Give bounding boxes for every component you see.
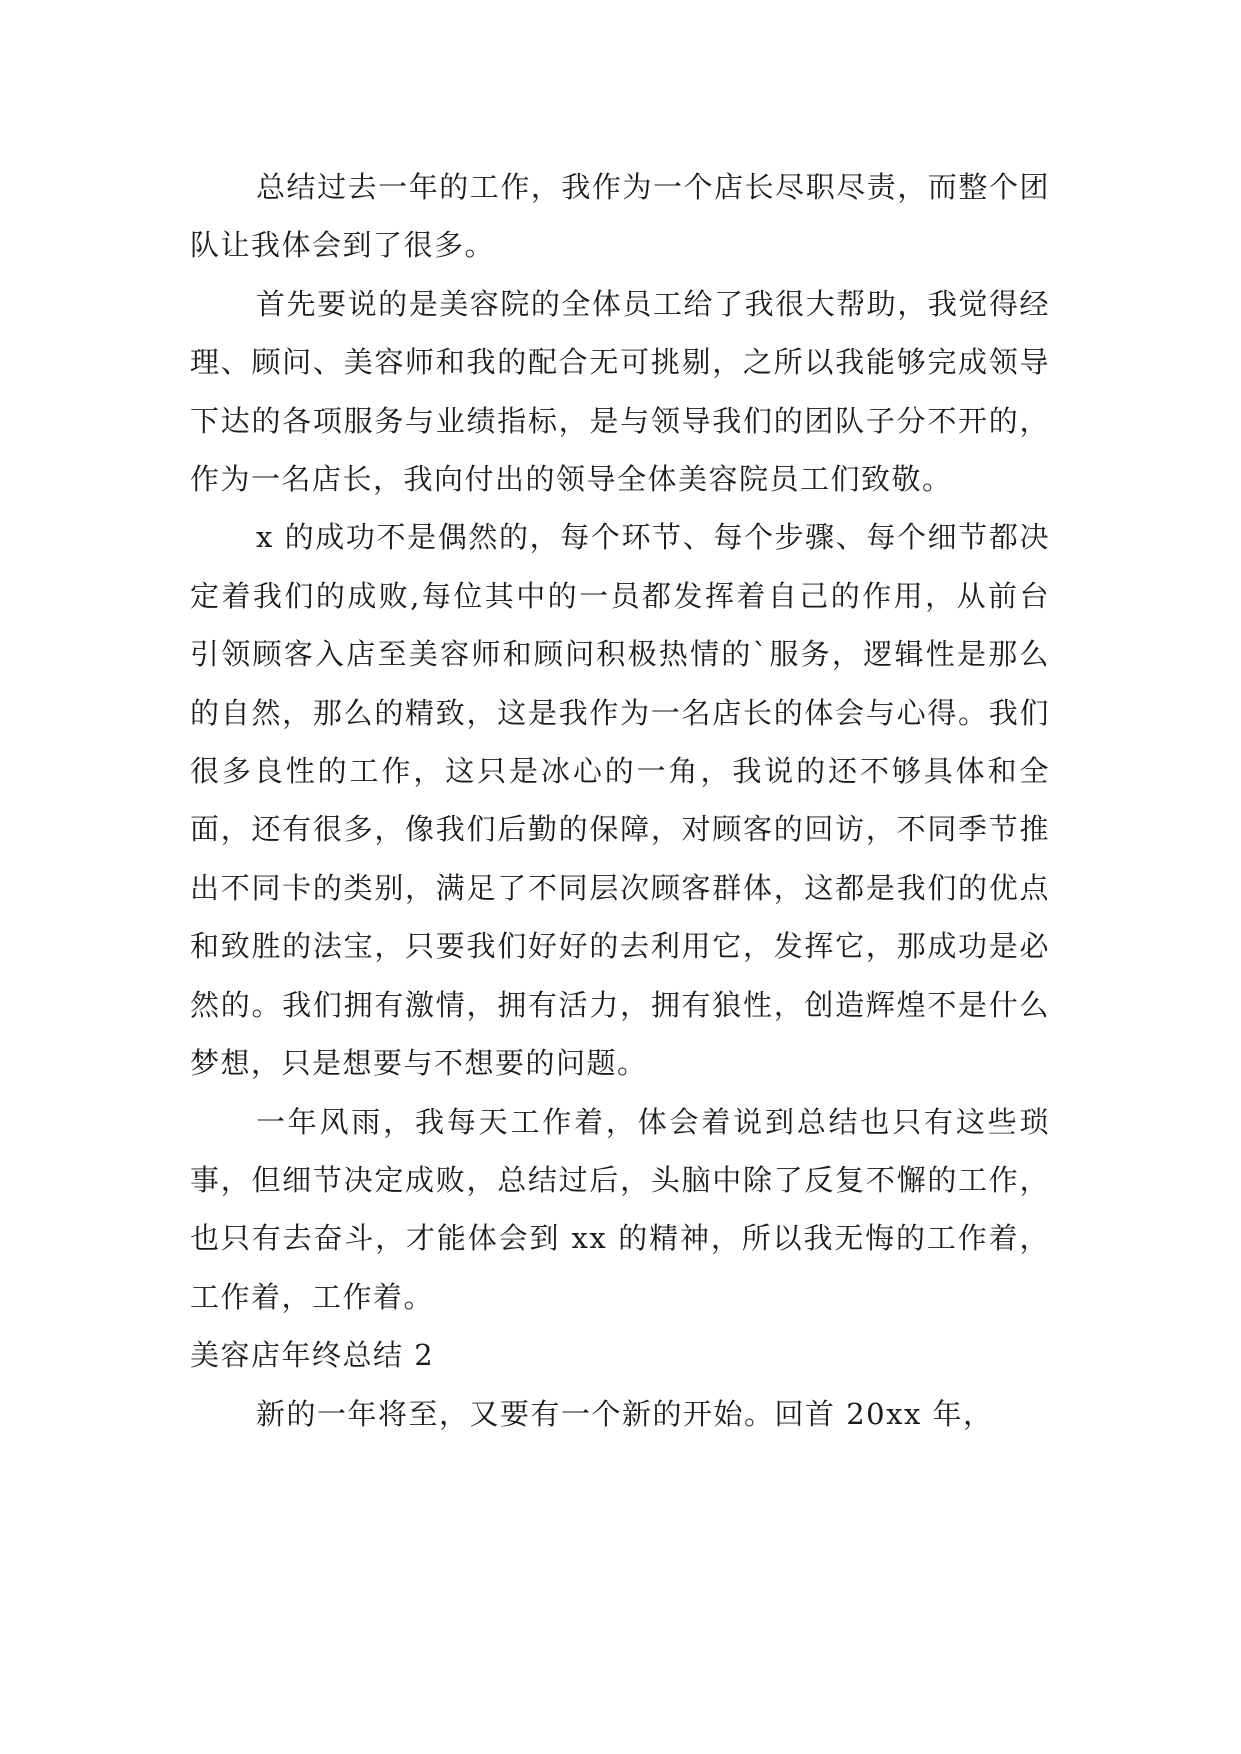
- paragraph: 总结过去一年的工作，我作为一个店长尽职尽责，而整个团队让我体会到了很多。: [190, 170, 1050, 263]
- document-page: [190, 158, 1050, 1443]
- paragraph: x 的成功不是偶然的，每个环节、每个步骤、每个细节都决定着我们的成败,每位其中的一员都发挥着自己的作用，从前台引领顾客入店至美容师和顾问积极热情的`服务，逻辑性是那么的自然，那么的精致，这是我作为一名店长的体会与心得。我们很多良性的工作，这只是冰心的一角，我说的还不够具体和全面，还有很多，像我们后勤的保障，对顾客的回访，不同季节推出不同卡的类别，满足了不同层次顾客群体，这都是我们的优点和致胜的法宝，只要我们好好的去利用它，发挥它，那成功是必然的。我们拥有激情，拥有活力，拥有狼性，创造辉煌不是什么梦想，只是想要与不想要的问题。: [190, 520, 1050, 1081]
- section-heading: 美容店年终总结 2: [190, 1338, 435, 1373]
- paragraph: 首先要说的是美容院的全体员工给了我很大帮助，我觉得经理、顾问、美容师和我的配合无可挑剔，之所以我能够完成领导下达的各项服务与业绩指标，是与领导我们的团队子分不开的，作为一名店长，我向付出的领导全体美容院员工们致敬。: [190, 286, 1050, 497]
- paragraph: 新的一年将至，又要有一个新的开始。回首 20xx 年，: [256, 1396, 994, 1431]
- paragraph: 一年风雨，我每天工作着，体会着说到总结也只有这些琐事，但细节决定成败，总结过后，头脑中除了反复不懈的工作，也只有去奋斗，才能体会到 xx 的精神，所以我无悔的工作着，工作着，工作着。: [190, 1104, 1050, 1314]
